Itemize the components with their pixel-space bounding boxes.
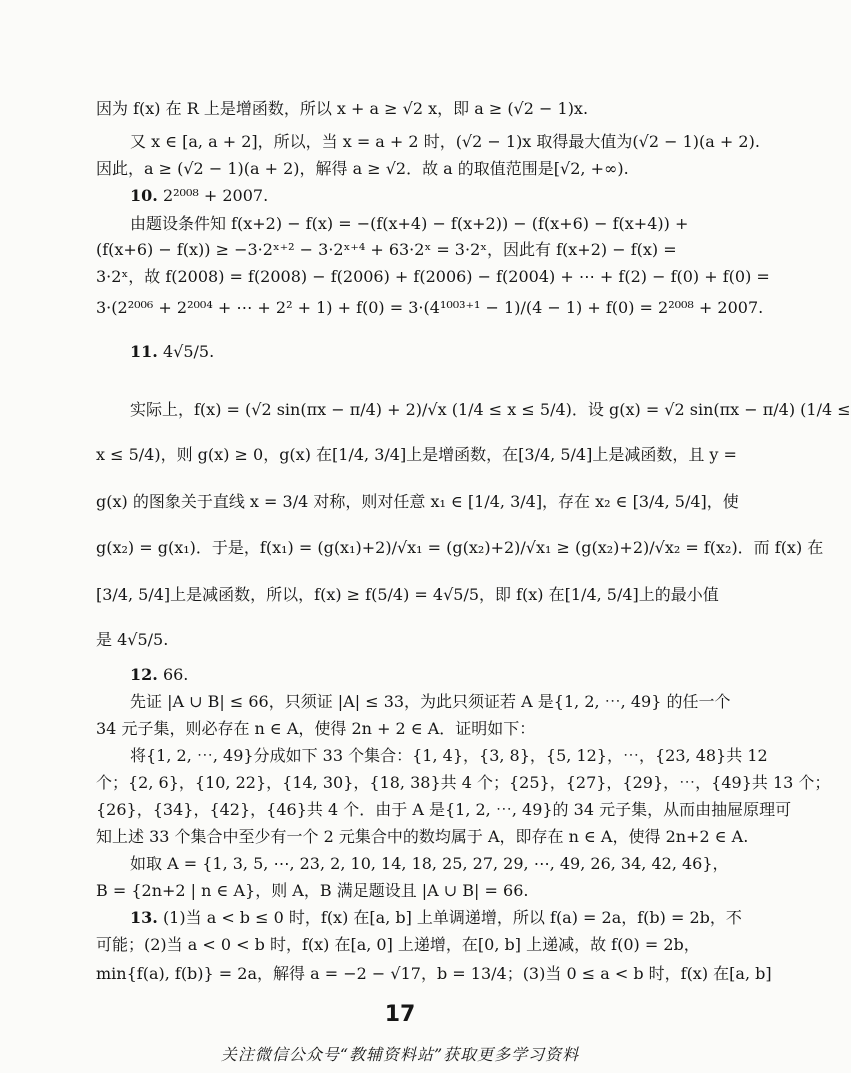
text-line: 知上述 33 个集合中至少有一个 2 元集合中的数均属于 A，即存在 n ∈ A，使得 2n+2 ∈ A.: [96, 827, 749, 846]
text-line: 实际上，f(x) = (√2 sin(πx − π/4) + 2)/√x (1/4 ≤ x ≤ 5/4)．设 g(x) = √2 sin(πx − π/4) (1/4 ≤: [130, 400, 851, 419]
problem-number: 13.: [130, 908, 158, 927]
text-line: 3·2ˣ，故 f(2008) = f(2008) − f(2006) + f(2006) − f(2004) + ⋯ + f(2) − f(0) + f(0) =: [96, 267, 770, 286]
answer-text: (1)当 a < b ≤ 0 时，f(x) 在[a, b] 上单调递增，所以 f(a) = 2a，f(b) = 2b，不: [162, 908, 742, 927]
answer-line-10: [130, 184, 708, 208]
answer-value: 66.: [162, 665, 189, 684]
problem-number: 12.: [130, 665, 158, 684]
answer-line-12: [130, 663, 708, 687]
answer-value: 4√5/5.: [162, 342, 215, 361]
problem-number: 10.: [130, 186, 158, 205]
page-number: 17: [384, 1002, 416, 1027]
text-line: 如取 A = {1, 3, 5, ⋯, 23, 2, 10, 14, 18, 25, 27, 29, ⋯, 49, 26, 34, 42, 46}，: [130, 854, 729, 873]
answer-value: 2²⁰⁰⁸ + 2007.: [162, 186, 269, 205]
footer-notice: 关注微信公众号“教辅资料站”获取更多学习资料: [220, 1045, 580, 1064]
answer-line-11: [130, 340, 708, 364]
text-line: x ≤ 5/4)，则 g(x) ≥ 0，g(x) 在[1/4, 3/4]上是增函数，在[3/4, 5/4]上是减函数，且 y =: [96, 445, 737, 464]
text-line: 可能；(2)当 a < 0 < b 时，f(x) 在[a, 0] 上递增，在[0, b] 上递减，故 f(0) = 2b，: [96, 935, 700, 954]
text-line: 将{1, 2, ⋯, 49}分成如下 33 个集合：{1, 4}，{3, 8}，{5, 12}，⋯，{23, 48}共 12: [130, 746, 768, 765]
text-line: 因为 f(x) 在 R 上是增函数，所以 x + a ≥ √2 x，即 a ≥ (√2 − 1)x.: [96, 99, 589, 118]
text-line: 由题设条件知 f(x+2) − f(x) = −(f(x+4) − f(x+2)) − (f(x+6) − f(x+4)) +: [130, 214, 689, 233]
problem-number: 11.: [130, 342, 158, 361]
text-line: 因此，a ≥ (√2 − 1)(a + 2)，解得 a ≥ √2．故 a 的取值范围是[√2, +∞).: [96, 159, 629, 178]
text-line: B = {2n+2 | n ∈ A}，则 A，B 满足题设且 |A ∪ B| = 66.: [96, 881, 529, 900]
text-line: 先证 |A ∪ B| ≤ 66，只须证 |A| ≤ 33，为此只须证若 A 是{1, 2, ⋯, 49} 的任一个: [130, 692, 731, 711]
answer-line-13: [130, 906, 742, 930]
text-line: g(x₂) = g(x₁)．于是，f(x₁) = (g(x₁)+2)/√x₁ = (g(x₂)+2)/√x₁ ≥ (g(x₂)+2)/√x₂ = f(x₂)．而 f(x) 在: [96, 538, 824, 557]
text-line: {26}，{34}，{42}，{46}共 4 个．由于 A 是{1, 2, ⋯, 49}的 34 元子集，从而由抽屉原理可: [96, 800, 792, 819]
text-line: [3/4, 5/4]上是减函数，所以，f(x) ≥ f(5/4) = 4√5/5，即 f(x) 在[1/4, 5/4]上的最小值: [96, 585, 719, 604]
text-line: (f(x+6) − f(x)) ≥ −3·2ˣ⁺² − 3·2ˣ⁺⁴ + 63·2ˣ = 3·2ˣ，因此有 f(x+2) − f(x) =: [96, 240, 677, 259]
text-line: min{f(a), f(b)} = 2a，解得 a = −2 − √17，b = 13/4；(3)当 0 ≤ a < b 时，f(x) 在[a, b]: [96, 964, 772, 983]
text-line: 3·(2²⁰⁰⁶ + 2²⁰⁰⁴ + ⋯ + 2² + 1) + f(0) = 3·(4¹⁰⁰³⁺¹ − 1)/(4 − 1) + f(0) = 2²⁰⁰⁸ + 2007.: [96, 298, 764, 317]
text-line: g(x) 的图象关于直线 x = 3/4 对称，则对任意 x₁ ∈ [1/4, 3/4]，存在 x₂ ∈ [3/4, 5/4]，使: [96, 492, 739, 511]
text-line: 又 x ∈ [a, a + 2]，所以，当 x = a + 2 时，(√2 − 1)x 取得最大值为(√2 − 1)(a + 2).: [130, 132, 760, 151]
text-line: 是 4√5/5.: [96, 630, 169, 649]
text-line: 34 元子集，则必存在 n ∈ A，使得 2n + 2 ∈ A．证明如下：: [96, 719, 536, 738]
text-line: 个；{2, 6}，{10, 22}，{14, 30}，{18, 38}共 4 个；{25}，{27}，{29}，⋯，{49}共 13 个；: [96, 773, 831, 792]
